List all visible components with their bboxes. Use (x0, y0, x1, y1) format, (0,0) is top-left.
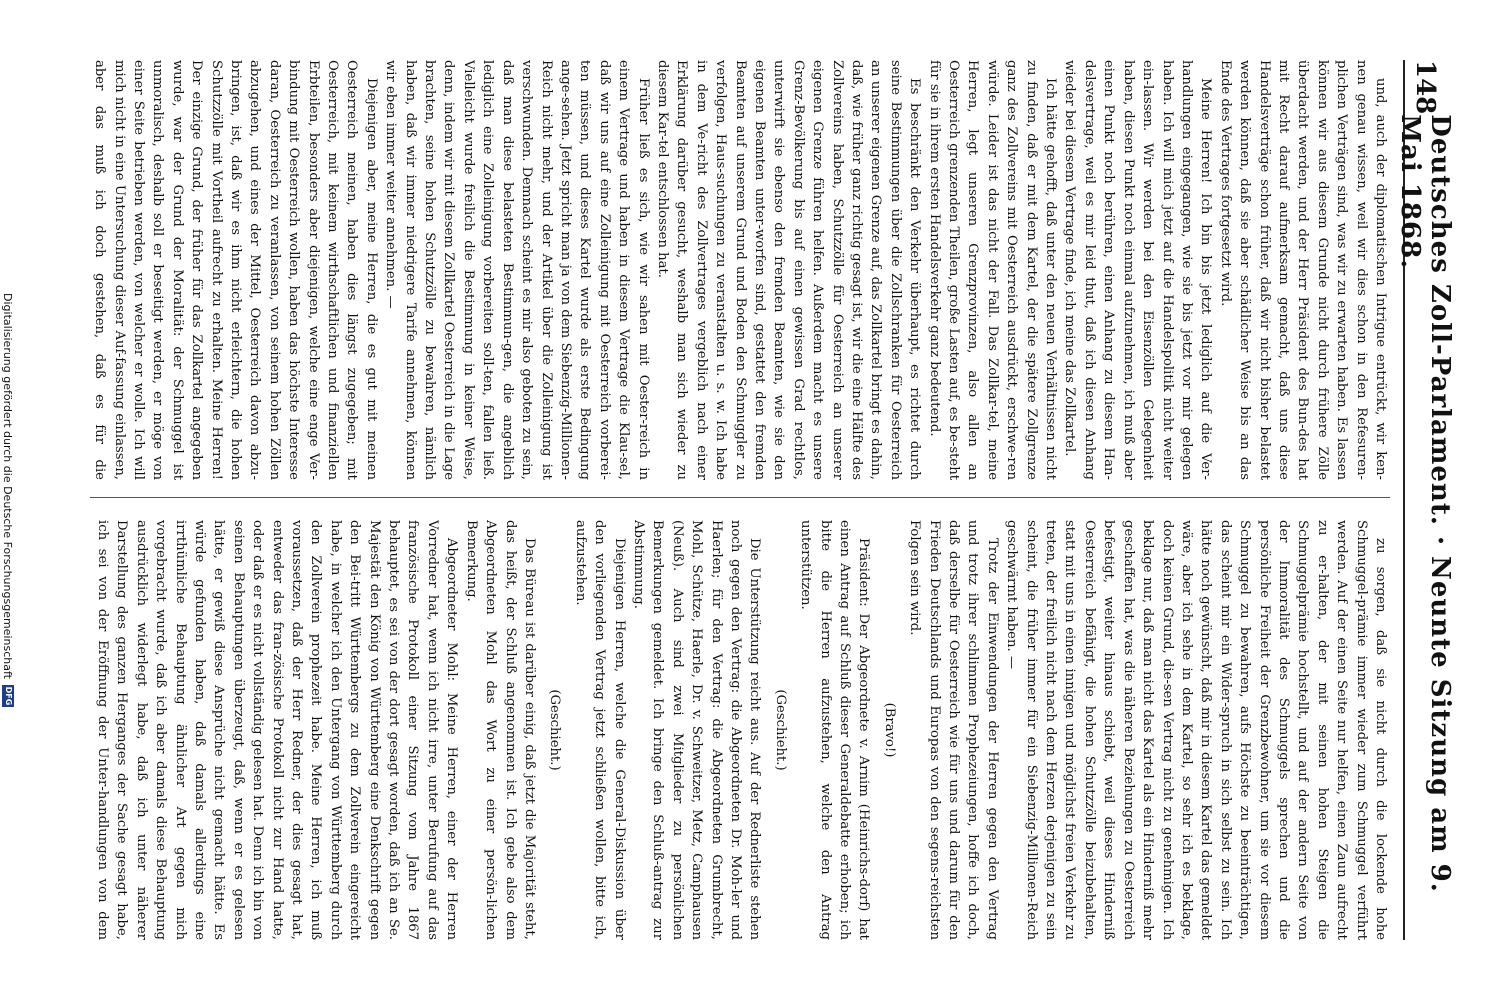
paragraph: Das Büreau ist darüber einig, daß jetzt die Majorität steht, das heißt, der Schluß angenommen ist. Ich gebe also dem Abgeordneten Mohl das Wort zu einer persön-lichen Bemerkung. (463, 520, 537, 940)
paragraph: Es beschränkt den Verkehr überhaupt, es richtet durch seine Bestimmungen über die Zollschranken für Oesterreich an unserer eigenen Grenze auf, das Zollkartel bringt es dahin, daß, wie früher ganz richtig gesagt ist, wir die eine Hälfte des Zollvereins haben, Schutzzölle für Oesterreich an unserer eigenen Grenze führen helfen. Außerdem macht es unsere Grenz-Bevölkerung bis auf einen gewissen Grad rechtlos, unterwirft sie ebenso den fremden Beamten, wie sie den eigenen Beamten unter-worfen sind, gestattet den fremden Beamten auf unserem Grund und Boden den Schmuggler zu verfolgen, Haus-suchungen zu veranstalten u. s. w. Ich habe in dem Ve-richt des Zollvertrages vergeblich nach einer Erklärung darüber gesucht, weshalb man sich wieder zu diesem Kar-tel entschlossen hat. (654, 60, 923, 480)
left-column (90, 60, 1390, 480)
dfg-logo: DFG (4, 686, 13, 706)
interjection: (Bravo!) (881, 702, 897, 758)
page-number: 148 (1410, 60, 1440, 115)
paragraph: Diejenigen Herren, welche die General-Diskussion über den vorliegenden Vertrag jetzt schließen wollen, bitte ich, aufzustehen. (572, 520, 627, 940)
speaker-paragraph: Präsident: Der Abgeordnete v. Arnim (Heinrichs-dorf) hat einen Antrag auf Schluß dieser Generaldebatte erhoben; ich bitte die Herren aufzustehen, welche den Antrag unterstützen. (798, 520, 872, 940)
paragraph: Die Unterstützung reicht aus. Auf der Rednerliste stehen noch gegen den Vertrag: die Abgeordneten Dr. Moh-ler und Haerlen; für den Vertrag: die Abgeordneten Grumbrecht, Mohl, Schütze, Haerle, Dr. v. Schweitzer, Metz, Camphausen (Neuß). Auch sind zwei Mitglieder zu persönlichen Bemerkungen gemeldet. Ich bringe den Schluß-antrag zur Abstimmung. (630, 520, 763, 940)
paragraph: zu sorgen, daß sie nicht durch die lockende hohe Schmuggel-prämie immer wieder zum Schmuggel verführt werden. Auf der einen Seite nur helfen, einen Zaun aufrecht zu er-halten, der mit seinen hohen Steigen die Schmuggelprämie hochstellt, und auf der andern Seite von der Immoralität des Schmuggels sprechen und die persönliche Freiheit der Grenzbewohner, um sie vor diesem Schmuggel zu bewahren, aufs Höchste zu beeinträchtigen, das scheint mir ein Wider-spruch in sich selbst zu sein. Ich hätte noch gewünscht, daß mir in diesem Kartel das gemeldet wäre, aber ich sehe in dem Kartel, so sehr ich es beklage, doch keinen Grund, die-sen Vertrag nicht zu genehmigen. Ich beklage nur, daß man nicht das Kartel als ein Hinderniß mehr geschaffen hat, was die näheren Beziehungen zu Oesterreich befestigt, weiter hinaus schiebt, weil dieses Hinderniß Oesterreich befähigt, die hohen Schutzzölle beizubehalten, statt mit uns in einen innigen und möglichst freien Verkehr zu treten, der freilich nicht nach dem Herzen derjenigen zu sein scheint, die früher immer für ein Siebenzig-Millionen-Reich geschwärmt haben. — (1004, 520, 1388, 940)
interjection: (Geschieht.) (547, 689, 563, 771)
credit-text: Digitalisierung gefördert durch die Deutsche Forschungsgemeinschaft (1, 293, 15, 679)
right-column (90, 520, 1390, 940)
column-divider (90, 497, 1390, 498)
paragraph: Trotz der Einwendungen der Herren gegen den Vertrag und trotz ihrer schlimmen Prophezeiungen, hoffe ich doch, daß derselbe für Oesterreich wie für uns und darum für den Frieden Deutschlands und Europas von den segens-reichsten Folgen sein wird. (907, 520, 1000, 940)
speaker-paragraph: Abgeordneter Mohl: Meine Herren, einer der Herren Vorredner hat, wenn ich nicht irre, unter Berufung auf das französische Protokoll einer Sitzung vom Jahre 1867 behauptet, es sei von der dort gesagt worden, daß ich an Se. Majestät den König von Württemberg eine Denkschrift gegen den Bei-tritt Württembergs zu dem Zollverein eingereicht habe, in welcher ich den Untergang von Württemberg durch den Zollverein prophezeit habe. Meine Herren, ich muß voraussetzen, daß der Herr Redner, der dies gesagt hat, entweder das fran-zösische Protokoll nicht zur Hand hatte, oder daß er es nicht vollständig gelesen hat. Denn ich bin von seinen Behauptungen überzeugt, daß, wenn er es gelesen hätte, er gewiß diese Ansprüche nicht gemacht hätte. Es würde gefunden haben, daß damals allerdings eine irrthümliche Behauptung ähnlicher Art gegen mich vorgebracht wurde, daß ich aber damals diese Behauptung ausdrücklich widerlegt habe, daß ich unter näherer Darstellung des ganzen Herganges der Sache gesagt habe, ich sei von der Eröffnung der Unter-handlungen von dem (95, 520, 460, 940)
page-title: Deutsches Zoll-Parlament. · Neunte Sitzung am 9. Mai 1868. (1395, 114, 1455, 893)
paragraph: Diejenigen aber, meine Herren, die es gut mit meinen Oesterreich meinen, haben dies längst zugegeben; mit Oesterreich, mit keinem wirthschaftlichen und finanziellen Erbteilen, besonders aber diejenigen, welche eine enge Ver-bindung mit Oesterreich wollen, haben das höchste Interesse daran, Oesterreich zu veranlassen, von seinem hohen Zöllen abzugehen, und eines der Mittel, Oesterreich davon abzu-bringen, ist, daß wir es ihm nicht erleichtern, die hohen Schutzzölle mit Vortheil aufrecht zu erhalten. Meine Herren! Der einzige Grund, der früher für das Zollkartel angegeben wurde, war der Grund der Moralität: der Schmuggel ist unmoralisch, deshalb soll er beseitigt werden, er möge von einer Seite betrieben werden, von welcher er wolle. Ich will mich nicht in eine Untersuchung dieser Auf-fassung einlassen, aber das muß ich doch gestehen, daß es für die (92, 60, 379, 480)
digitization-credit (1, 0, 15, 1000)
paragraph: Ich hätte gehofft, daß unter den neuen Verhältnissen nicht zu finden, daß er mit dem Kartel, der die spätere Zollgrenze ganz des Zollvereins mit Oesterreich ausdrückt, erschwe-ren würde. Leider ist das nicht der Fall. Das Zollkar-tel, meine Herren, legt unseren Grenzprovinzen, also allen an Oesterreich grenzenden Theilen, große Lasten auf, es be-steht für sie in ihrem ersten Handelsverkehr ganz bedeutend. (926, 60, 1059, 480)
page-header (1395, 60, 1455, 940)
paragraph: Meine Herren! Ich bin bis jetzt lediglich auf die Ver-handlungen eingegangen, wie sie bis jetzt vor mir gelegen haben. Ich will mich jetzt auf die Handelspolitik nicht weiter ein-lassen. Wir werden bei den Eisenzöllen Gelegenheit haben, diesen Punkt noch einmal aufzunehmen, ich muß aber einen Punkt noch berühren, einen Anhang zu diesem Han-delsvertrage, weil es mir leid thut, daß ich diesen Anhang wieder bei diesem Vertrage finde, ich meine das Zollkartel. (1062, 60, 1214, 480)
paragraph: Früher ließ es sich, wie wir sahen mit Oester-reich in einem Vertrage und haben in diesem Vertrage die Klau-sel, daß wir uns auf eine Zolleinigung mit Oesterreich vorberei-ten müssen, und dieses Kartel wurde als erste Bedingung ange-sehen. Jetzt spricht man ja von dem Siebenzig-Millionen-Reich nicht mehr, und der Artikel über die Zolleinigung ist verschwunden. Demnach scheint es mir also geboten zu sein, daß man diese belasteten Bestimmun-gen, die angeblich lediglich eine Zolleinigung vorbereiten soll-ten, fallen ließ. Vielleicht wurde freilich die Bestimmung in keiner Weise, denn, indem wir mit diesem Zollkartel Oesterreich in die Lage brachten, seine hohen Schutzzölle zu bewahren, nämlich haben, daß wir immer niedrigere Tarife annehmen, können wir eben immer weiter annehmen. — (383, 60, 651, 480)
interjection: (Geschieht.) (772, 689, 788, 771)
paragraph: und, auch der diplomatischen Intrigue entrückt, wir ken-nen genau wissen, weil wir dies schon in den Refesuren-plichen Verträgen sind, was wir zu erwarten haben. Es lassen können wir aus diesem Grunde nicht durch frühere Zölle überdacht werden, und der Herr Präsident des Bun-des hat mit Recht darauf aufmerksam gemacht, daß uns diese Handelsverträge schon früher, daß wir nicht bisher belastet werden können, daß sie aber schädlicher Weise bis an das Ende des Vertrages fortgesetzt wird. (1217, 60, 1388, 480)
